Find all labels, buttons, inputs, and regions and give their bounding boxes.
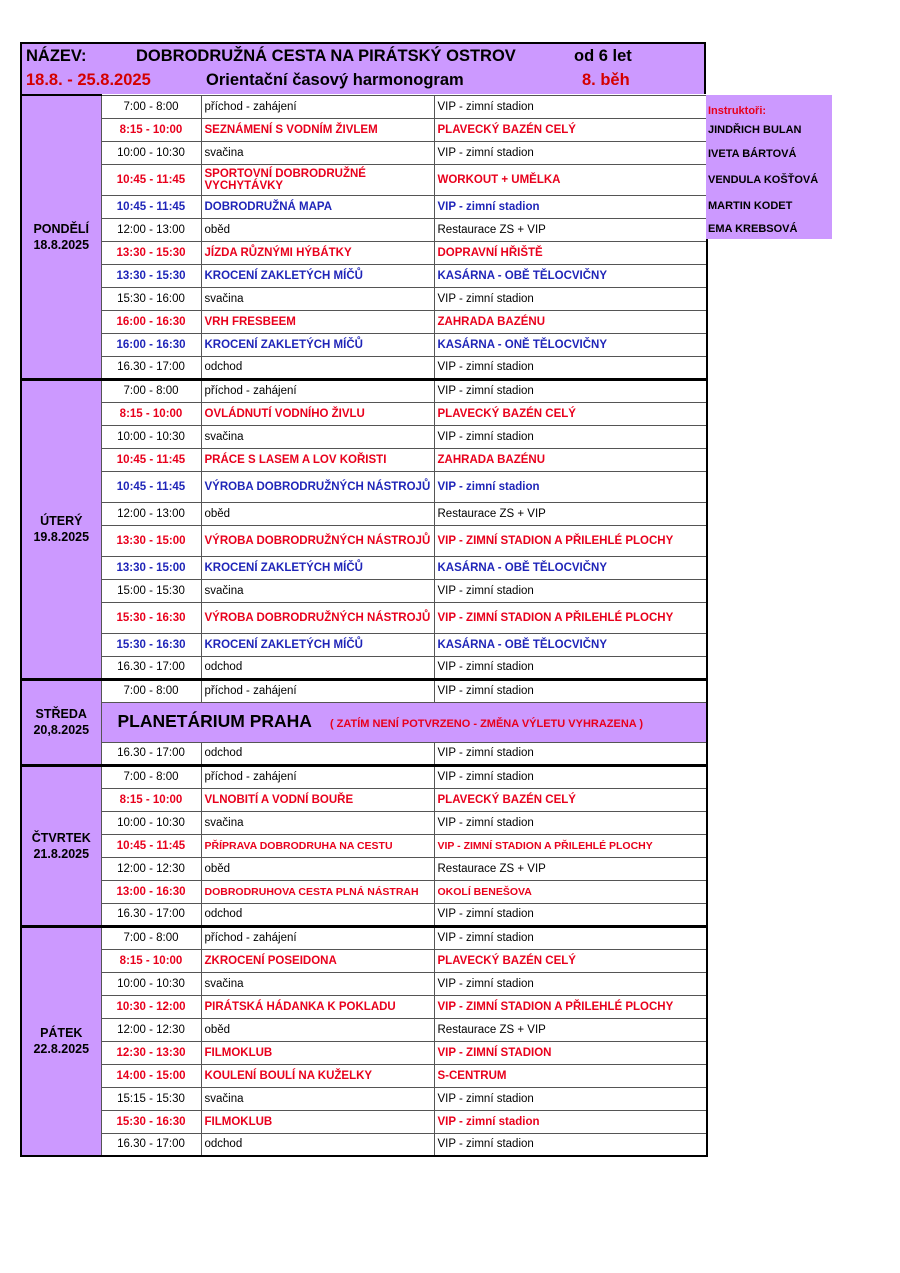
schedule-row <box>21 95 707 118</box>
activity-cell: FILMOKLUB <box>201 1110 434 1133</box>
place-cell: ZAHRADA BAZÉNU <box>434 310 707 333</box>
schedule-row <box>21 1018 707 1041</box>
time-cell: 8:15 - 10:00 <box>101 402 201 425</box>
time-cell: 10:45 - 11:45 <box>101 164 201 195</box>
instructors-box <box>706 95 832 239</box>
schedule-row <box>21 1041 707 1064</box>
place-cell: VIP - zimní stadion <box>434 287 707 310</box>
day-date: 19.8.2025 <box>33 530 90 544</box>
time-cell: 12:00 - 13:00 <box>101 502 201 525</box>
activity-cell: svačina <box>201 811 434 834</box>
time-cell: 16.30 - 17:00 <box>101 1133 201 1156</box>
activity-cell: příchod - zahájení <box>201 765 434 788</box>
schedule-row <box>21 656 707 679</box>
activity-cell: VÝROBA DOBRODRUŽNÝCH NÁSTROJŮ <box>201 602 434 633</box>
place-cell: VIP - zimní stadion <box>434 903 707 926</box>
place-cell: VIP - zimní stadion <box>434 679 707 702</box>
activity-cell: VLNOBITÍ A VODNÍ BOUŘE <box>201 788 434 811</box>
place-cell: PLAVECKÝ BAZÉN CELÝ <box>434 788 707 811</box>
day-name: PONDĚLÍ <box>33 221 90 236</box>
place-cell: VIP - zimní stadion <box>434 656 707 679</box>
instructor-name: IVETA BÁRTOVÁ <box>708 148 797 160</box>
time-cell: 8:15 - 10:00 <box>101 788 201 811</box>
schedule-row <box>21 880 707 903</box>
time-cell: 16:00 - 16:30 <box>101 310 201 333</box>
schedule-row <box>21 834 707 857</box>
time-cell: 16.30 - 17:00 <box>101 742 201 765</box>
day-cell <box>21 926 101 1156</box>
time-cell: 12:00 - 12:30 <box>101 857 201 880</box>
place-cell: DOPRAVNÍ HŘIŠTĚ <box>434 241 707 264</box>
time-cell: 13:30 - 15:30 <box>101 241 201 264</box>
activity-cell: KROCENÍ ZAKLETÝCH MÍČŮ <box>201 633 434 656</box>
place-cell: VIP - zimní stadion <box>434 972 707 995</box>
place-cell: WORKOUT + UMĚLKA <box>434 164 707 195</box>
schedule-row <box>21 903 707 926</box>
activity-cell: PŘÍPRAVA DOBRODRUHA NA CESTU <box>201 834 434 857</box>
program-name: DOBRODRUŽNÁ CESTA NA PIRÁTSKÝ OSTROV <box>136 47 516 65</box>
activity-cell: příchod - zahájení <box>201 95 434 118</box>
instructor-name: JINDŘICH BULAN <box>708 124 802 136</box>
activity-cell: PIRÁTSKÁ HÁDANKA K POKLADU <box>201 995 434 1018</box>
place-cell: VIP - ZIMNÍ STADION <box>434 1041 707 1064</box>
place-cell: KASÁRNA - ONĚ TĚLOCVIČNY <box>434 333 707 356</box>
schedule-row <box>21 287 707 310</box>
place-cell: S-CENTRUM <box>434 1064 707 1087</box>
instructor-name: MARTIN KODET <box>708 200 793 212</box>
schedule-row <box>21 448 707 471</box>
activity-cell: oběd <box>201 1018 434 1041</box>
time-cell: 10:30 - 12:00 <box>101 995 201 1018</box>
schedule-row <box>21 857 707 880</box>
schedule-row <box>21 949 707 972</box>
time-cell: 7:00 - 8:00 <box>101 95 201 118</box>
activity-cell: SPORTOVNÍ DOBRODRUŽNÉ VYCHYTÁVKY <box>201 164 434 195</box>
time-cell: 10:45 - 11:45 <box>101 834 201 857</box>
activity-cell: PRÁCE S LASEM A LOV KOŘISTI <box>201 448 434 471</box>
activity-cell: svačina <box>201 1087 434 1110</box>
schedule-row <box>21 972 707 995</box>
time-cell: 10:45 - 11:45 <box>101 448 201 471</box>
trip-note: ( ZATÍM NENÍ POTVRZENO - ZMĚNA VÝLETU VYHRAZENA ) <box>329 717 644 730</box>
place-cell: VIP - zimní stadion <box>434 195 707 218</box>
time-cell: 12:30 - 13:30 <box>101 1041 201 1064</box>
place-cell: PLAVECKÝ BAZÉN CELÝ <box>434 402 707 425</box>
place-cell: VIP - ZIMNÍ STADION A PŘILEHLÉ PLOCHY <box>434 995 707 1018</box>
day-cell <box>21 95 101 379</box>
activity-cell: odchod <box>201 656 434 679</box>
activity-cell: JÍZDA RŮZNÝMI HÝBÁTKY <box>201 241 434 264</box>
time-cell: 13:30 - 15:00 <box>101 525 201 556</box>
schedule-row <box>21 264 707 287</box>
time-cell: 7:00 - 8:00 <box>101 765 201 788</box>
activity-cell: příchod - zahájení <box>201 679 434 702</box>
schedule-row <box>21 333 707 356</box>
schedule-row <box>21 195 707 218</box>
place-cell: PLAVECKÝ BAZÉN CELÝ <box>434 949 707 972</box>
trip-cell <box>101 702 707 742</box>
place-cell: VIP - zimní stadion <box>434 379 707 402</box>
place-cell: VIP - zimní stadion <box>434 141 707 164</box>
time-cell: 16.30 - 17:00 <box>101 903 201 926</box>
time-cell: 16.30 - 17:00 <box>101 356 201 379</box>
schedule-row <box>21 579 707 602</box>
activity-cell: KROCENÍ ZAKLETÝCH MÍČŮ <box>201 556 434 579</box>
activity-cell: příchod - zahájení <box>201 926 434 949</box>
activity-cell: oběd <box>201 502 434 525</box>
time-cell: 10:00 - 10:30 <box>101 141 201 164</box>
place-cell: Restaurace ZS + VIP <box>434 218 707 241</box>
activity-cell: SEZNÁMENÍ S VODNÍM ŽIVLEM <box>201 118 434 141</box>
schedule-row <box>21 164 707 195</box>
schedule-row <box>21 118 707 141</box>
schedule-row <box>21 241 707 264</box>
place-cell: ZAHRADA BAZÉNU <box>434 448 707 471</box>
schedule-row <box>21 379 707 402</box>
schedule-row <box>21 702 707 742</box>
day-name: STŘEDA <box>35 707 87 721</box>
day-cell <box>21 765 101 926</box>
date-range: 18.8. - 25.8.2025 <box>26 71 151 89</box>
place-cell: VIP - zimní stadion <box>434 765 707 788</box>
time-cell: 15:15 - 15:30 <box>101 1087 201 1110</box>
time-cell: 7:00 - 8:00 <box>101 679 201 702</box>
schedule-header <box>20 42 706 94</box>
time-cell: 14:00 - 15:00 <box>101 1064 201 1087</box>
time-cell: 13:00 - 16:30 <box>101 880 201 903</box>
activity-cell: svačina <box>201 972 434 995</box>
place-cell: VIP - zimní stadion <box>434 95 707 118</box>
time-cell: 15:30 - 16:00 <box>101 287 201 310</box>
activity-cell: KROCENÍ ZAKLETÝCH MÍČŮ <box>201 264 434 287</box>
instructor-name: EMA KREBSOVÁ <box>708 223 798 235</box>
time-cell: 12:00 - 13:00 <box>101 218 201 241</box>
schedule-row <box>21 679 707 702</box>
activity-cell: svačina <box>201 287 434 310</box>
schedule-row <box>21 602 707 633</box>
schedule-row <box>21 310 707 333</box>
schedule-row <box>21 1133 707 1156</box>
name-label: NÁZEV: <box>26 47 87 65</box>
place-cell: VIP - ZIMNÍ STADION A PŘILEHLÉ PLOCHY <box>434 525 707 556</box>
place-cell: PLAVECKÝ BAZÉN CELÝ <box>434 118 707 141</box>
schedule-row <box>21 926 707 949</box>
time-cell: 15:30 - 16:30 <box>101 602 201 633</box>
day-cell <box>21 379 101 679</box>
place-cell: KASÁRNA - OBĚ TĚLOCVIČNY <box>434 556 707 579</box>
activity-cell: VRH FRESBEEM <box>201 310 434 333</box>
activity-cell: oběd <box>201 218 434 241</box>
schedule-row <box>21 218 707 241</box>
activity-cell: VÝROBA DOBRODRUŽNÝCH NÁSTROJŮ <box>201 525 434 556</box>
time-cell: 10:00 - 10:30 <box>101 811 201 834</box>
schedule-table <box>20 94 708 1157</box>
time-cell: 7:00 - 8:00 <box>101 379 201 402</box>
place-cell: Restaurace ZS + VIP <box>434 857 707 880</box>
schedule-row <box>21 502 707 525</box>
activity-cell: DOBRODRUHOVA CESTA PLNÁ NÁSTRAH <box>201 880 434 903</box>
schedule-row <box>21 141 707 164</box>
day-name: ÚTERÝ <box>40 514 83 528</box>
activity-cell: svačina <box>201 425 434 448</box>
time-cell: 8:15 - 10:00 <box>101 949 201 972</box>
activity-cell: odchod <box>201 1133 434 1156</box>
activity-cell: odchod <box>201 903 434 926</box>
place-cell: Restaurace ZS + VIP <box>434 1018 707 1041</box>
schedule-body <box>21 95 707 1156</box>
place-cell: OKOLÍ BENEŠOVA <box>434 880 707 903</box>
schedule-row <box>21 1087 707 1110</box>
instructor-name: VENDULA KOŠŤOVÁ <box>708 174 819 186</box>
schedule-row <box>21 471 707 502</box>
place-cell: VIP - ZIMNÍ STADION A PŘILEHLÉ PLOCHY <box>434 834 707 857</box>
schedule-row <box>21 556 707 579</box>
schedule-row <box>21 1110 707 1133</box>
schedule-sheet <box>20 42 706 1157</box>
activity-cell: ZKROCENÍ POSEIDONA <box>201 949 434 972</box>
schedule-row <box>21 425 707 448</box>
time-cell: 12:00 - 12:30 <box>101 1018 201 1041</box>
time-cell: 15:00 - 15:30 <box>101 579 201 602</box>
schedule-row <box>21 742 707 765</box>
day-date: 21.8.2025 <box>33 846 90 861</box>
day-name: ČTVRTEK <box>31 830 91 845</box>
activity-cell: svačina <box>201 141 434 164</box>
activity-cell: KROCENÍ ZAKLETÝCH MÍČŮ <box>201 333 434 356</box>
time-cell: 13:30 - 15:00 <box>101 556 201 579</box>
schedule-row <box>21 356 707 379</box>
time-cell: 16:00 - 16:30 <box>101 333 201 356</box>
activity-cell: oběd <box>201 857 434 880</box>
place-cell: VIP - zimní stadion <box>434 425 707 448</box>
activity-cell: OVLÁDNUTÍ VODNÍHO ŽIVLU <box>201 402 434 425</box>
time-cell: 13:30 - 15:30 <box>101 264 201 287</box>
place-cell: VIP - ZIMNÍ STADION A PŘILEHLÉ PLOCHY <box>434 602 707 633</box>
activity-cell: odchod <box>201 356 434 379</box>
activity-cell: KOULENÍ BOULÍ NA KUŽELKY <box>201 1064 434 1087</box>
activity-cell: VÝROBA DOBRODRUŽNÝCH NÁSTROJŮ <box>201 471 434 502</box>
day-date: 20,8.2025 <box>33 723 90 737</box>
schedule-subtitle: Orientační časový harmonogram <box>206 71 464 89</box>
time-cell: 10:45 - 11:45 <box>101 471 201 502</box>
instructors-heading: Instruktoři: <box>708 105 767 117</box>
place-cell: VIP - zimní stadion <box>434 1087 707 1110</box>
day-name: PÁTEK <box>40 1026 83 1041</box>
age-range: od 6 let <box>574 47 632 65</box>
place-cell: VIP - zimní stadion <box>434 1110 707 1133</box>
place-cell: VIP - zimní stadion <box>434 356 707 379</box>
activity-cell: svačina <box>201 579 434 602</box>
time-cell: 10:45 - 11:45 <box>101 195 201 218</box>
activity-cell: FILMOKLUB <box>201 1041 434 1064</box>
place-cell: VIP - zimní stadion <box>434 471 707 502</box>
place-cell: KASÁRNA - OBĚ TĚLOCVIČNY <box>434 264 707 287</box>
place-cell: Restaurace ZS + VIP <box>434 502 707 525</box>
time-cell: 15:30 - 16:30 <box>101 1110 201 1133</box>
schedule-row <box>21 633 707 656</box>
day-date: 22.8.2025 <box>33 1042 90 1057</box>
activity-cell: příchod - zahájení <box>201 379 434 402</box>
place-cell: VIP - zimní stadion <box>434 742 707 765</box>
place-cell: VIP - zimní stadion <box>434 811 707 834</box>
time-cell: 16.30 - 17:00 <box>101 656 201 679</box>
trip-title: PLANETÁRIUM PRAHA <box>117 710 312 731</box>
place-cell: VIP - zimní stadion <box>434 579 707 602</box>
activity-cell: odchod <box>201 742 434 765</box>
day-cell <box>21 679 101 765</box>
time-cell: 10:00 - 10:30 <box>101 972 201 995</box>
time-cell: 7:00 - 8:00 <box>101 926 201 949</box>
time-cell: 15:30 - 16:30 <box>101 633 201 656</box>
schedule-row <box>21 1064 707 1087</box>
place-cell: VIP - zimní stadion <box>434 926 707 949</box>
schedule-row <box>21 788 707 811</box>
schedule-row <box>21 402 707 425</box>
time-cell: 10:00 - 10:30 <box>101 425 201 448</box>
run-number: 8. běh <box>582 71 630 89</box>
day-date: 18.8.2025 <box>33 237 90 252</box>
place-cell: KASÁRNA - OBĚ TĚLOCVIČNY <box>434 633 707 656</box>
time-cell: 8:15 - 10:00 <box>101 118 201 141</box>
schedule-row <box>21 995 707 1018</box>
schedule-row <box>21 525 707 556</box>
schedule-row <box>21 811 707 834</box>
activity-cell: DOBRODRUŽNÁ MAPA <box>201 195 434 218</box>
schedule-row <box>21 765 707 788</box>
place-cell: VIP - zimní stadion <box>434 1133 707 1156</box>
